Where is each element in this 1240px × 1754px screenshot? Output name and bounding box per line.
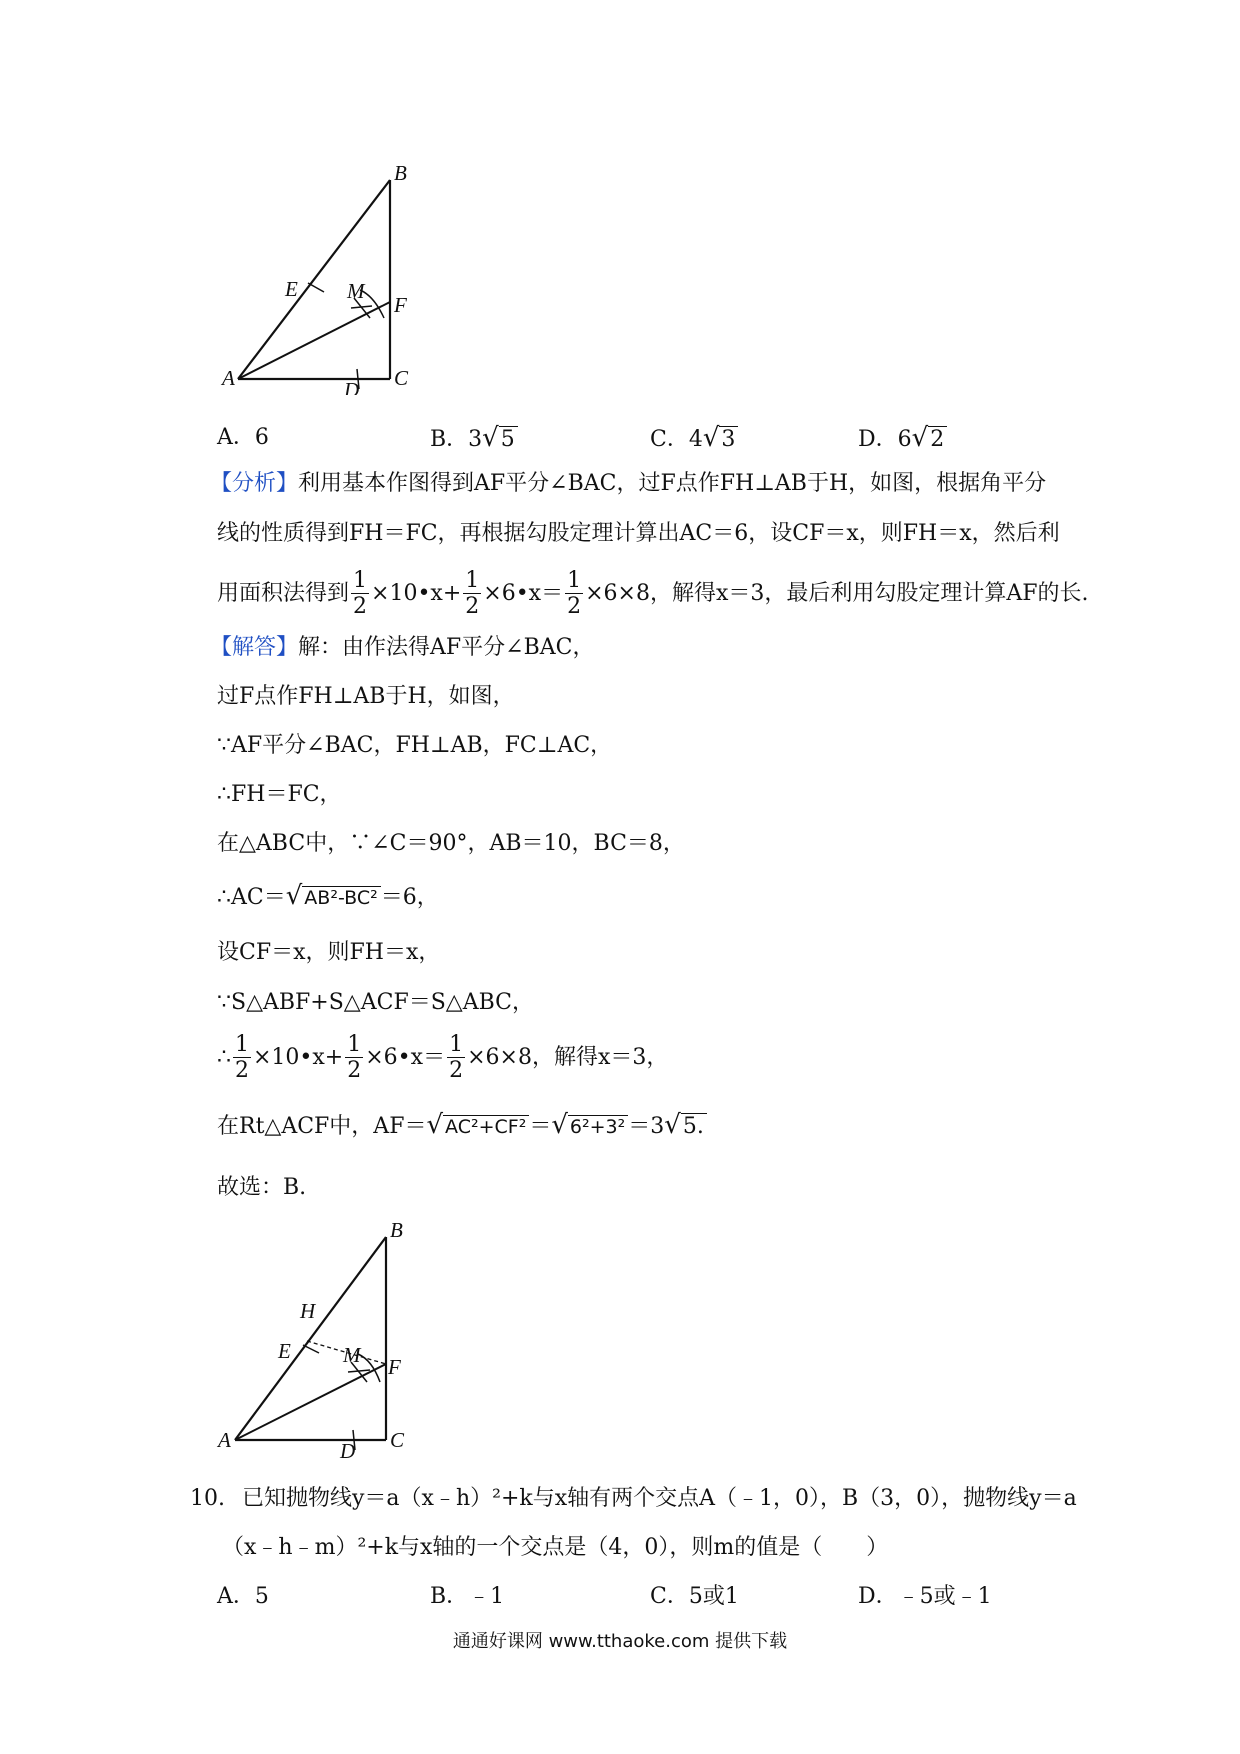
option-b[interactable]: B．3√5: [430, 418, 518, 458]
footer-source: 通通好课网 www.tthaoke.com 提供下载: [452, 1631, 788, 1652]
label-e-2: E: [278, 1339, 291, 1363]
figure-triangle-2: [210, 1222, 430, 1462]
option-c[interactable]: C．4√3: [650, 418, 738, 458]
solution-line-7: 设CF＝x，则FH＝x，: [217, 940, 441, 965]
analysis-line-2: 线的性质得到FH＝FC，再根据勾股定理计算出AC＝6，设CF＝x，则FH＝x，然后利: [217, 521, 1060, 546]
label-f: F: [394, 293, 407, 317]
solution-line-9: ∴ $\frac{1}{2}$ ×10•x+ $\frac{1}{2}$ ×6•x＝ $\frac{1}{2}$ ×6×8，解得x＝3，: [217, 1032, 669, 1083]
label-e: E: [285, 277, 298, 301]
label-c: C: [394, 366, 409, 390]
label-h-2: H: [300, 1299, 316, 1323]
label-d-2: D: [340, 1439, 356, 1462]
solution-line-8: ∵S△ABF+S△ACF＝S△ABC，: [217, 990, 535, 1015]
solution-line-1: 【解答】解：由作法得AF平分∠BAC，: [210, 635, 595, 660]
analysis-tag: 【分析】: [210, 471, 299, 496]
option-a-q10[interactable]: A．5: [217, 1584, 269, 1609]
label-f-2: F: [388, 1355, 401, 1379]
question-10-line-1: 10. 已知抛物线y＝a（x﹣h）²+k与x轴有两个交点A（﹣1，0），B（3，0），抛物线y＝a: [190, 1486, 1077, 1511]
question-number: 10.: [190, 1486, 225, 1511]
solution-tag: 【解答】: [210, 635, 299, 660]
option-c-q10[interactable]: C．5或1: [650, 1584, 739, 1609]
option-d-q10[interactable]: D．﹣5或﹣1: [858, 1584, 992, 1609]
analysis-line-3: 用面积法得到 $\frac{1}{2}$ ×10•x+ $\frac{1}{2}$ ×6•x＝ $\frac{1}{2}$ ×6×8，解得x＝3，最后利用勾股定理计算AF的长.: [217, 568, 1089, 619]
solution-line-10: 在Rt△ACF中，AF＝√ AC²+CF² ＝√ 6²+3² ＝3√5.: [217, 1105, 707, 1145]
solution-line-4: ∴FH＝FC，: [217, 782, 342, 807]
figure-triangle-1: [210, 160, 430, 395]
label-a: A: [222, 366, 235, 390]
solution-line-5: 在△ABC中，∵∠C＝90°，AB＝10，BC＝8，: [217, 831, 685, 856]
option-b-q10[interactable]: B．﹣1: [430, 1584, 505, 1609]
question-10-line-2: （x﹣h﹣m）²+k与x轴的一个交点是（4，0），则m的值是（ ）: [222, 1535, 889, 1560]
option-a[interactable]: A．6: [217, 425, 269, 450]
solution-line-11: 故选：B.: [217, 1175, 307, 1200]
label-m: M: [347, 279, 365, 303]
option-d[interactable]: D．6√2: [858, 418, 947, 458]
solution-line-6: ∴AC＝√ AB²-BC² ＝6，: [217, 881, 439, 911]
label-a-2: A: [218, 1428, 231, 1452]
label-c-2: C: [390, 1428, 405, 1452]
analysis-line-1: 【分析】利用基本作图得到AF平分∠BAC，过F点作FH⊥AB于H，如图，根据角平分: [210, 471, 1047, 496]
label-b: B: [394, 161, 407, 185]
label-d: D: [344, 378, 360, 395]
label-m-2: M: [343, 1343, 361, 1367]
solution-line-2: 过F点作FH⊥AB于H，如图，: [217, 684, 515, 709]
label-b-2: B: [390, 1222, 403, 1242]
solution-line-3: ∵AF平分∠BAC，FH⊥AB，FC⊥AC，: [217, 733, 613, 758]
